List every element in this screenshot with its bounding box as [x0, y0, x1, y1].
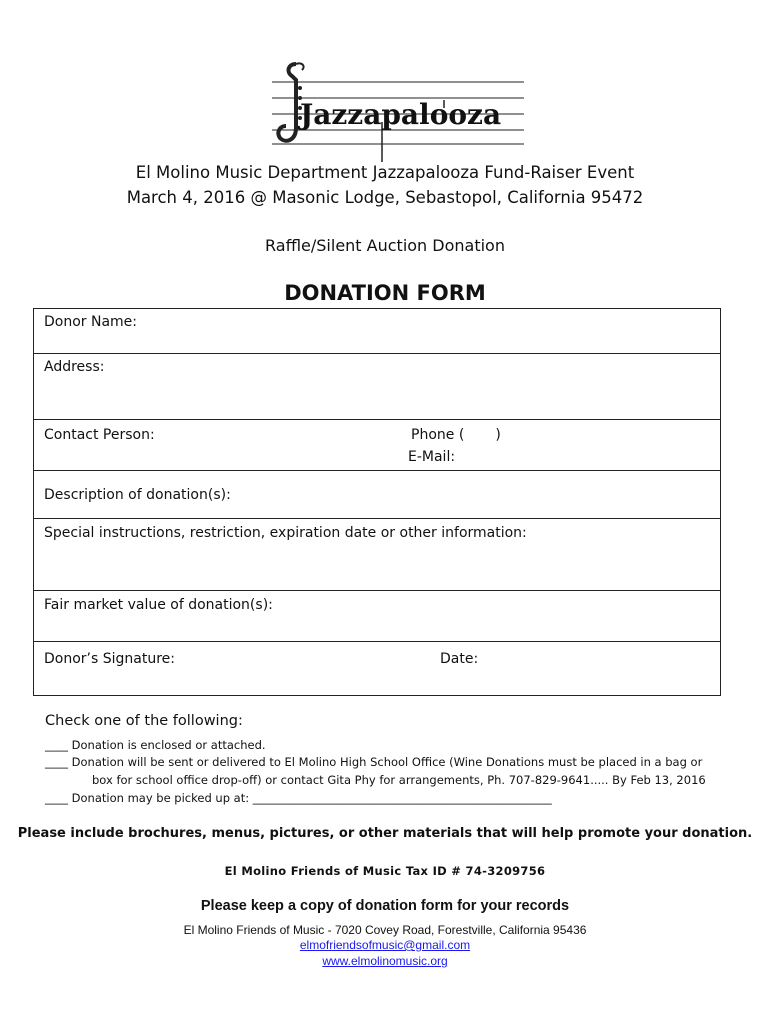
- checklist-heading: Check one of the following:: [45, 713, 243, 729]
- subtitle: Raffle/Silent Auction Donation: [265, 236, 505, 255]
- tax-id: El Molino Friends of Music Tax ID # 74-3209756: [224, 864, 546, 878]
- promote-note: Please include brochures, menus, pictures, or other materials that will help promote your donation.: [17, 826, 753, 841]
- event-date-location: March 4, 2016 @ Masonic Lodge, Sebastopol, California 95472: [126, 188, 644, 207]
- contact-person-label: Contact Person:: [44, 427, 155, 443]
- special-instructions-field[interactable]: [34, 519, 720, 591]
- email-link[interactable]: elmofriendsofmusic@gmail.com: [299, 938, 471, 952]
- checklist-item-delivered[interactable]: ____ Donation will be sent or delivered to El Molino High School Office (Wine Donations must be placed in a bag or: [45, 755, 703, 769]
- address-field[interactable]: [34, 354, 720, 420]
- website-link[interactable]: www.elmolinomusic.org: [322, 954, 448, 968]
- donor-name-field[interactable]: [34, 309, 720, 354]
- signature-field[interactable]: [34, 642, 720, 697]
- email-label: E-Mail:: [408, 449, 456, 465]
- event-title: El Molino Music Department Jazzapalooza Fund-Raiser Event: [135, 163, 635, 182]
- phone-label: Phone ( ): [411, 427, 501, 443]
- keep-copy-note: Please keep a copy of donation form for your records: [200, 898, 570, 914]
- special-instructions-label: Special instructions, restriction, expiration date or other information:: [44, 525, 527, 541]
- date-label: Date:: [440, 651, 479, 667]
- signature-label: Donor’s Signature:: [44, 651, 175, 667]
- description-label: Description of donation(s):: [44, 487, 231, 503]
- checklist-item-enclosed[interactable]: ____ Donation is enclosed or attached.: [45, 738, 266, 752]
- page-title: DONATION FORM: [284, 281, 486, 305]
- description-field[interactable]: [34, 471, 720, 519]
- fair-market-value-label: Fair market value of donation(s):: [44, 597, 273, 613]
- fair-market-value-field[interactable]: [34, 591, 720, 642]
- donation-form-table: [33, 308, 721, 696]
- checklist-item-pickup[interactable]: ____ Donation may be picked up at: ____________________________________________________: [45, 791, 552, 805]
- donor-name-label: Donor Name:: [44, 314, 138, 330]
- logo-wordmark: Jazzapalooza: [300, 98, 502, 131]
- checklist-item-delivered-cont: box for school office drop-off) or contact Gita Phy for arrangements, Ph. 707-829-9641..... By Feb 13, 2016: [92, 773, 706, 787]
- address-label: Address:: [44, 359, 105, 375]
- contact-field[interactable]: [34, 420, 720, 471]
- org-address: El Molino Friends of Music - 7020 Covey Road, Forestville, California 95436: [183, 923, 587, 937]
